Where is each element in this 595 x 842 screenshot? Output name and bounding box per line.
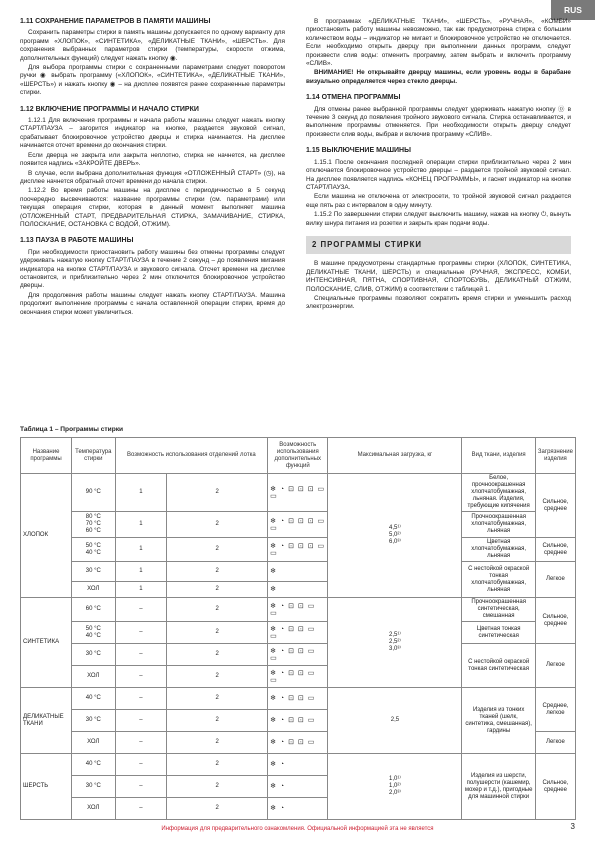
functions-icons: ❄ ◔ ⊡ ⊡ ▭ ▭: [268, 644, 328, 666]
max-load-cell: 2,5¹⁾ 2,5²⁾ 3,0³⁾: [328, 598, 462, 688]
fabric-cell: Цветная тонкая синтетическая: [462, 622, 536, 644]
compartment-1-cell: 1: [115, 582, 167, 598]
chapter-heading: 2 ПРОГРАММЫ СТИРКИ: [306, 236, 571, 254]
functions-icons: ❄: [268, 562, 328, 582]
paragraph: В случае, если выбрана дополнительная функция «ОТЛОЖЕННЫЙ СТАРТ» (◷), на дисплее начнется обратный отсчет времени до начала стирки.: [20, 169, 285, 185]
section-heading: 1.13 ПАУЗА В РАБОТЕ МАШИНЫ: [20, 237, 134, 245]
header-program: Название программы: [21, 438, 72, 474]
fabric-cell: С нестойкой окраской тонкая хлопчатобумажная, льняная: [462, 562, 536, 598]
temperature-cell: ХОЛ: [72, 732, 116, 754]
compartment-2-cell: 2: [167, 644, 268, 666]
temperature-cell: ХОЛ: [72, 666, 116, 688]
compartment-2-cell: 2: [167, 666, 268, 688]
table-row: [21, 512, 576, 538]
table-row: [21, 622, 576, 644]
compartment-1-cell: 1: [115, 538, 167, 562]
compartment-1-cell: –: [115, 776, 167, 798]
temperature-cell: 60 °С: [72, 598, 116, 622]
left-column: [20, 18, 285, 318]
table-row: [21, 598, 576, 622]
temperature-cell: 30 °С: [72, 644, 116, 666]
functions-icons: ❄ ◔ ⊡ ⊡ ▭ ▭: [268, 666, 328, 688]
paragraph: Сохранить параметры стирки в память машины допускается по одному варианту для программ «ХЛОПОК», «СИНТЕТИКА», «ДЕЛИКАТНЫЕ ТКАНИ», «ШЕРСТЬ». Для сохранения выбранных параметров стирки (температуры, скорости отжима, дополнительных функций) следует нажать кнопку ◉.: [20, 29, 285, 62]
paragraph: 1.15.1 После окончания последней операции стирки приблизительно через 2 мин отключается блокировочное устройство дверцы – раздается тройной звуковой сигнал. На дисплее появляется надпись «КОНЕЦ ПРОГРАММЫ», и гаснет индикатор на кнопке СТАРТ/ПАУЗА.: [306, 158, 571, 191]
paragraph: Специальные программы позволяют сократить время стирки и уменьшить расход электроэнергии.: [306, 294, 571, 311]
paragraph: 1.12.2 Во время работы машины на дисплее с периодичностью в 5 секунд поочередно высвечиваются: название программы стирки (см. параметрами) или текущая операция стирки, которая в данный момент выполняет машина (ОТЛОЖЕННЫЙ СТАРТ, ПРЕДВАРИТЕЛЬНАЯ СТИРКА, ЗАМАЧИВАНИЕ, СТИРКА, ПОЛОСКАНИЕ, ОСТАНОВКА С ВОДОЙ, ОТЖИМ).: [20, 187, 285, 228]
functions-icons: ❄ ◔ ⊡ ⊡ ▭ ▭: [268, 598, 328, 622]
dirt-cell: Легкое: [535, 562, 575, 598]
table-row: [21, 538, 576, 562]
compartment-1-cell: –: [115, 622, 167, 644]
temperature-cell: ХОЛ: [72, 798, 116, 820]
compartment-2-cell: 2: [167, 776, 268, 798]
paragraph: Для выбора программы стирки с сохраненными параметрами следует повоpотом ручки ◉ выбрать программу («ХЛОПОК», «СИНТЕТИКА», «ДЕЛИКАТНЫЕ ТКАНИ», «ШЕРСТЬ») и нажать кнопку ◉ – на дисплее появятся ранее сохраненные параметры стирки.: [20, 64, 285, 97]
temperature-cell: 40 °С: [72, 754, 116, 776]
paragraph: В программах «ДЕЛИКАТНЫЕ ТКАНИ», «ШЕРСТЬ», «РУЧНАЯ», «КОМБИ» приостановить работу машины невозможно, так как предусмотрена стирка с большим количеством воды – индикатор не мигает и блокировочное устройство не отключается. Если необходимо открыть дверцу при выполнении данных программ, следует произвести слив воды: отменить программу, затем выбрать и включить программу «СЛИВ».: [306, 18, 571, 68]
dirt-cell: Сильное, среднее: [535, 538, 575, 562]
paragraph: Для отмены ранее выбранной программы следует удерживать нажатую кнопку ⓪ в течение 3 секунд до появления тройного звукового сигнала. Стирка останавливается, и выполнение программы отменяется. При необходимости открыть дверцу следует произвести слив воды, выбрав и включив программу «СЛИВ».: [306, 105, 571, 138]
fabric-cell: Прочноокрашенная хлопчатобумажная, льняная: [462, 512, 536, 538]
paragraph: Если дверца не закрыта или закрыта неплотно, стирка не начнется, на дисплее появится надпись «ЗАКРОЙТЕ ДВЕРЬ».: [20, 151, 285, 168]
fabric-cell: Изделия из шерсти, полушерсти (кашемир, мохер и т.д.), пригодные для машинной стирки: [462, 754, 536, 820]
compartment-2-cell: 2: [167, 732, 268, 754]
compartment-2-cell: 2: [167, 622, 268, 644]
compartment-1-cell: 1: [115, 474, 167, 512]
programs-table: [20, 437, 576, 820]
compartment-2-cell: 2: [167, 598, 268, 622]
table-row: [21, 754, 576, 776]
compartment-1-cell: 1: [115, 562, 167, 582]
program-name: ШЕРСТЬ: [21, 754, 72, 820]
temperature-cell: 30 °С: [72, 710, 116, 732]
compartment-1-cell: –: [115, 666, 167, 688]
table-row: [21, 474, 576, 512]
table-row: [21, 644, 576, 666]
program-name: ХЛОПОК: [21, 474, 72, 598]
functions-icons: ❄ ◔: [268, 798, 328, 820]
section-heading: 1.12 ВКЛЮЧЕНИЕ ПРОГРАММЫ И НАЧАЛО СТИРКИ: [20, 105, 199, 113]
compartment-1-cell: 1: [115, 512, 167, 538]
temperature-cell: 40 °С: [72, 688, 116, 710]
program-name: СИНТЕТИКА: [21, 598, 72, 688]
paragraph: Если машина не отключена от электросети, то тройной звуковой сигнал раздается еще пять раз с интервалом в одну минуту.: [306, 193, 571, 209]
max-load-cell: 4,5¹⁾ 5,0²⁾ 6,0³⁾: [328, 474, 462, 598]
fabric-cell: Белое, прочноокрашенная хлопчатобумажная, льняная. Изделия, требующие кипячения: [462, 474, 536, 512]
header-functions: Возможность использования дополнительных функций: [268, 438, 328, 474]
max-load-cell: 1,0¹⁾ 1,0²⁾ 2,0³⁾: [328, 754, 462, 820]
header-temperature: Температура стирки: [72, 438, 116, 474]
paragraph: В машине предусмотрены стандартные программы стирки (ХЛОПОК, СИНТЕТИКА, ДЕЛИКАТНЫЕ ТКАНИ, ШЕРСТЬ) и специальные (РУЧНАЯ, ЭКСПРЕСС, КОМБИ, ИНТЕНСИВНАЯ, ПЯТНА, СПОРТИВНАЯ, СПОРТОБУВЬ, ДЕЛИКАТНЫЙ ОТЖИМ, ПОЛОСКАНИЕ, СЛИВ, ОТЖИМ) в соответствии с таблицей 1.: [306, 260, 571, 293]
header-fabric: Вид ткани, изделия: [462, 438, 536, 474]
temperature-cell: 80 °С 70 °С 60 °С: [72, 512, 116, 538]
section-heading: 1.11 СОХРАНЕНИЕ ПАРАМЕТРОВ В ПАМЯТИ МАШИНЫ: [20, 18, 211, 25]
temperature-cell: 50 °С 40 °С: [72, 622, 116, 644]
compartment-2-cell: 2: [167, 710, 268, 732]
page-number: 3: [570, 822, 575, 831]
fabric-cell: Прочноокрашенная синтетическая, смешанная: [462, 598, 536, 622]
compartment-1-cell: –: [115, 644, 167, 666]
compartment-1-cell: –: [115, 710, 167, 732]
dirt-cell: Легкое: [535, 732, 575, 754]
functions-icons: ❄ ◔ ⊡ ⊡ ▭: [268, 710, 328, 732]
functions-icons: ❄ ◔: [268, 754, 328, 776]
compartment-1-cell: –: [115, 598, 167, 622]
functions-icons: ❄ ◔ ⊡ ⊡ ▭: [268, 732, 328, 754]
compartment-2-cell: 2: [167, 754, 268, 776]
compartment-1-cell: –: [115, 732, 167, 754]
compartment-2-cell: 2: [167, 474, 268, 512]
compartment-2-cell: 2: [167, 798, 268, 820]
dirt-cell: Сильное, среднее: [535, 474, 575, 538]
section-heading: 1.14 ОТМЕНА ПРОГРАММЫ: [306, 94, 401, 102]
compartment-2-cell: 2: [167, 582, 268, 598]
compartment-2-cell: 2: [167, 538, 268, 562]
paragraph: Для продолжения работы машины следует нажать кнопку СТАРТ/ПАУЗА. Машина продолжит выполнение программы с начала оставленной операции стирки, время до окончания стирки может увеличиться.: [20, 291, 285, 316]
table-row: [21, 562, 576, 582]
warning-paragraph: ВНИМАНИЕ! Не открывайте дверцу машины, если уровень воды в барабане визуально определяется через стекло дверцы.: [306, 69, 571, 85]
functions-icons: ❄ ◔ ⊡ ⊡ ⊡ ▭ ▭: [268, 512, 328, 538]
compartment-1-cell: –: [115, 798, 167, 820]
temperature-cell: ХОЛ: [72, 582, 116, 598]
table-caption: Таблица 1 – Программы стирки: [20, 426, 124, 433]
max-load-cell: 2,5: [328, 688, 462, 754]
temperature-cell: 30 °С: [72, 562, 116, 582]
header-dirt: Загрязнение изделия: [535, 438, 575, 474]
header-compartments: Возможность использования отделений лотка: [115, 438, 268, 474]
paragraph: 1.12.1 Для включения программы и начала работы машины следует нажать кнопку СТАРТ/ПАУЗА – загорится индикатор на кнопке, раздается звуковой сигнал, срабатывает блокировочное устройство дверцы и стирка начинается. На дисплее начинается отсчет времени до окончания стирки.: [20, 117, 285, 150]
fabric-cell: Изделия из тонких тканей (шелк, синтетика, смешанная), гардины: [462, 688, 536, 754]
compartment-2-cell: 2: [167, 562, 268, 582]
functions-icons: ❄ ◔: [268, 776, 328, 798]
language-badge: RUS: [551, 0, 595, 20]
compartment-1-cell: –: [115, 754, 167, 776]
functions-icons: ❄ ◔ ⊡ ⊡ ▭ ▭: [268, 622, 328, 644]
table-row: [21, 688, 576, 710]
dirt-cell: Легкое: [535, 644, 575, 688]
compartment-1-cell: –: [115, 688, 167, 710]
compartment-2-cell: 2: [167, 512, 268, 538]
functions-icons: ❄ ◔ ⊡ ⊡ ⊡ ▭ ▭: [268, 474, 328, 512]
functions-icons: ❄ ◔ ⊡ ⊡ ⊡ ▭ ▭: [268, 538, 328, 562]
header-load: Максимальная загрузка, кг: [328, 438, 462, 474]
temperature-cell: 30 °С: [72, 776, 116, 798]
dirt-cell: Сильное, среднее: [535, 754, 575, 820]
dirt-cell: Сильное, среднее: [535, 598, 575, 644]
section-heading: 1.15 ВЫКЛЮЧЕНИЕ МАШИНЫ: [306, 147, 411, 155]
fabric-cell: Цветная хлопчатобумажная, льняная: [462, 538, 536, 562]
program-name: ДЕЛИКАТНЫЕ ТКАНИ: [21, 688, 72, 754]
compartment-2-cell: 2: [167, 688, 268, 710]
dirt-cell: Среднее, легкое: [535, 688, 575, 732]
right-column: [306, 18, 571, 313]
functions-icons: ❄: [268, 582, 328, 598]
paragraph: При необходимости приостановить работу машины без отмены программы следует удерживать нажатую кнопку СТАРТ/ПАУЗА в течение 2 секунд – до появления мигания индикатора на кнопке СТАРТ/ПАУЗА и звукового сигнала. Отсчет времени на дисплее остановится, и приблизительно через 2 мин отключится блокировочное устройство дверцы.: [20, 248, 285, 290]
temperature-cell: 50 °С 40 °С: [72, 538, 116, 562]
temperature-cell: 90 °С: [72, 474, 116, 512]
paragraph: 1.15.2 По завершении стирки следует выключить машину, нажав на кнопку ⏻, вынуть вилку шнура питания из розетки и закрыть кран подачи воды.: [306, 211, 571, 227]
functions-icons: ❄ ◔ ⊡ ⊡ ▭: [268, 688, 328, 710]
footer-note: Информация для предварительного ознакомления. Официальной информацией эта не является: [161, 826, 434, 832]
fabric-cell: С нестойкой окраской тонкая синтетическая: [462, 644, 536, 688]
